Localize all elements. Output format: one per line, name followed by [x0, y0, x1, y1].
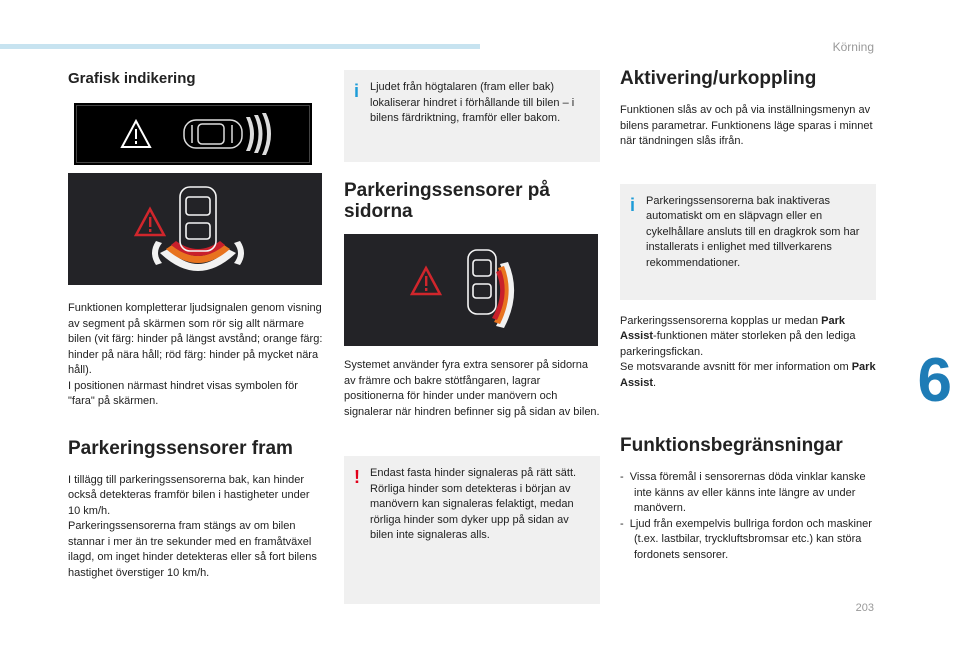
car-top-view-icon: [468, 250, 496, 314]
front-sensors-text-1: I tillägg till parkeringssensorerna bak, kan hinder också detekteras framför bilen i hastigheter under 10 km/h.: [68, 473, 310, 517]
car-top-view-icon: [180, 187, 216, 251]
column-middle: [344, 62, 600, 604]
side-sensors-heading: Parkeringssensorer på sidorna: [344, 180, 550, 222]
limitations-list: [620, 470, 876, 563]
danger-triangle-icon: [136, 209, 164, 235]
parking-zone-segments: [160, 241, 236, 271]
park-assist-reference: Se motsvarande avsnitt för mer information om Park Assist.: [620, 361, 876, 389]
activation-text: Funktionen slås av och på via inställningsmenyn av bilens parametrar. Funktionens läge sparas i minnet när tändningen slås ifrån.: [620, 104, 873, 147]
warning-note-obstacles: [344, 456, 600, 604]
car-top-view-icon: [184, 120, 242, 148]
info-icon: i: [354, 81, 360, 101]
warning-note-text: Endast fasta hinder signaleras på rätt sätt. Rörliga hinder som detekteras i början av manövern kan signaleras felaktigt, medan rörliga hinder som dyker upp på sidan av bilen inte signaleras alls.: [370, 467, 577, 541]
graphic-indication-text: Funktionen kompletterar ljudsignalen genom visning av segment på skärmen som rör sig allt närmare bilen (vit färg: hinder på längst avstånd; orange färg: hinder på nära håll; röd färg: hinder på mycket nära håll).: [68, 302, 323, 376]
front-sensors-heading: Parkeringssensorer fram: [68, 437, 293, 459]
warning-triangle-icon: [122, 121, 150, 147]
display-rear-sensor-image: [74, 103, 312, 165]
display-side-sensor-image: [344, 234, 598, 346]
activation-heading: Aktivering/urkoppling: [620, 68, 817, 89]
page-number: 203: [855, 602, 874, 614]
list-item: - Ljud från exempelvis bullriga fordon och maskiner (t.ex. lastbilar, tryckluftsbromsar etc.) kan störa fordonets sensorer.: [620, 517, 872, 561]
park-assist-text: Parkeringssensorerna kopplas ur medan Park Assist-funktionen mäter storleken på den lediga parkeringsfickan.: [620, 314, 856, 358]
info-icon: i: [630, 194, 636, 215]
list-item: - Vissa föremål i sensorernas döda vinklar kanske inte känns av eller känns inte längre av under manövern.: [620, 471, 866, 514]
column-left: [68, 62, 324, 581]
limitations-heading: Funktionsbegränsningar: [620, 435, 843, 456]
side-sensors-text: Systemet använder fyra extra sensorer på sidorna av främre och bakre stötfångaren, lagrar positionerna för hinder under manövern och signalerar när hindren befinner sig på sidan av bilen.: [344, 359, 600, 418]
front-sensors-text-2: Parkeringssensorerna fram stängs av om bilen stannar i mer än tre sekunder med en framåtväxel ilagd, om inget hinder detekteras eller så fort bilens hastighet överstiger 10 km/h.: [68, 520, 317, 579]
column-right: [620, 62, 876, 563]
danger-symbol-text: I positionen närmast hindret visas symbolen för "fara" på skärmen.: [68, 379, 298, 407]
warning-exclamation-icon: !: [354, 467, 360, 487]
sensor-segments: [246, 113, 271, 155]
chapter-number: 6: [917, 346, 952, 415]
graphic-indication-heading: Grafisk indikering: [68, 70, 196, 87]
header-accent-bar: [0, 44, 480, 49]
danger-triangle-icon: [412, 268, 440, 294]
trailer-note-text: Parkeringssensorerna bak inaktiveras automatiskt om en släpvagn eller en cykelhållare ansluts till en dragkrok som har installerats i enlighet med tillverkarens rekommendationer.: [646, 194, 860, 269]
info-note-speaker: [344, 70, 600, 162]
running-header: Körning: [832, 40, 874, 54]
info-note-text: Ljudet från högtalaren (fram eller bak) lokaliserar hindret i förhållande till bilen – i bilens färdriktning, framför eller bakom.: [370, 81, 575, 124]
display-front-sensor-image: [68, 173, 322, 285]
info-note-trailer: [620, 184, 876, 300]
